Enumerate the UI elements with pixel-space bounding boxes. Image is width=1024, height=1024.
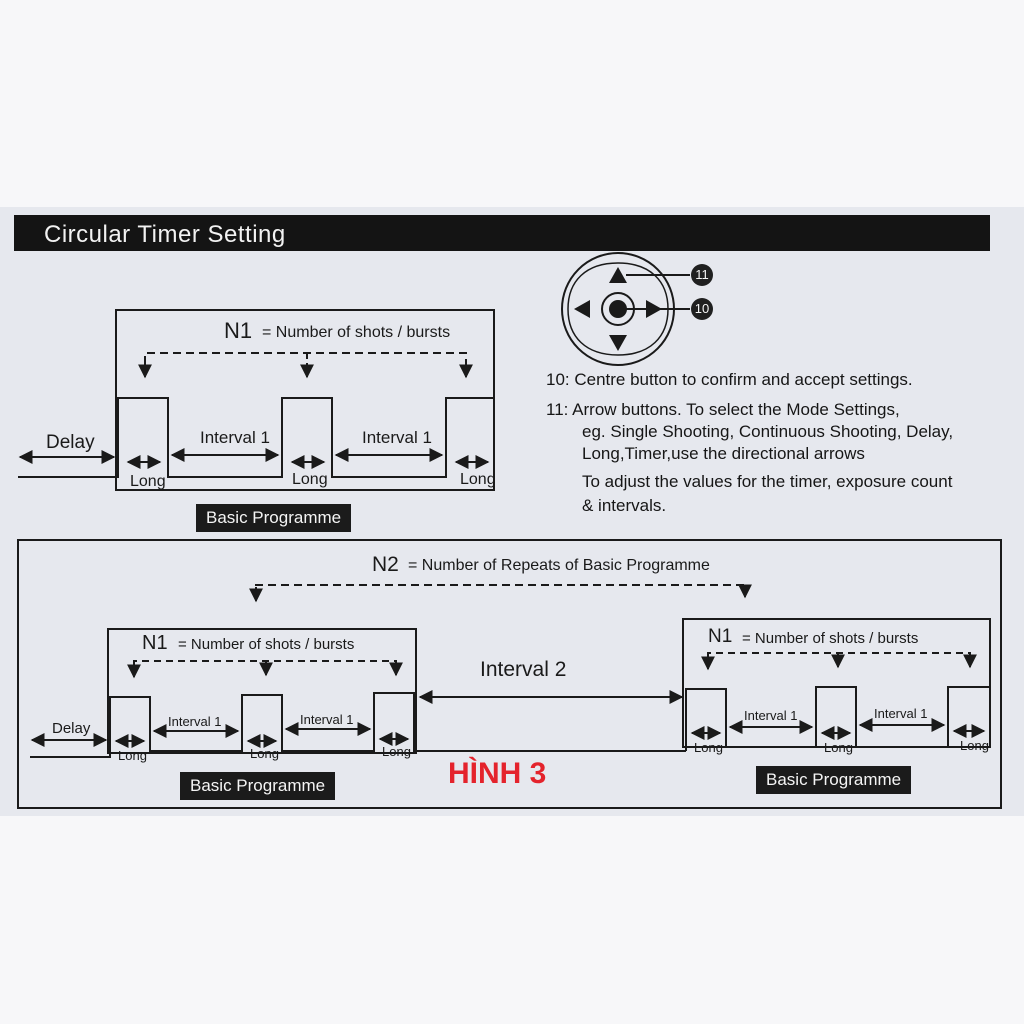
note-11-line3: Long,Timer,use the directional arrows	[582, 444, 865, 463]
interval-1-label: Interval 1	[744, 708, 798, 723]
note-10: 10: Centre button to confirm and accept settings.	[546, 370, 913, 389]
basic-programme-label: Basic Programme	[196, 504, 351, 532]
n2-description: = Number of Repeats of Basic Programme	[408, 557, 710, 574]
n1-description: = Number of shots / bursts	[178, 636, 355, 653]
section-header	[14, 215, 990, 251]
long-label: Long	[130, 473, 166, 490]
basic-programme-label: Basic Programme	[180, 772, 335, 800]
note-11-line4: To adjust the values for the timer, exposure count	[582, 472, 953, 491]
long-label: Long	[250, 746, 279, 761]
section-title: Circular Timer Setting	[44, 221, 286, 248]
interval-1-label: Interval 1	[300, 712, 354, 727]
label-10-badge: 10	[691, 298, 713, 320]
long-label: Long	[460, 471, 496, 488]
n1-symbol: N1	[708, 626, 733, 647]
interval-1-label: Interval 1	[874, 706, 928, 721]
interval-1-label: Interval 1	[362, 428, 432, 447]
long-label: Long	[824, 740, 853, 755]
figure-label: HÌNH 3	[448, 757, 547, 790]
long-label: Long	[960, 738, 989, 753]
n1-description: = Number of shots / bursts	[262, 324, 451, 341]
timing-diagram-lines	[0, 207, 1024, 816]
note-11-line5: & intervals.	[582, 496, 667, 515]
delay-label: Delay	[46, 432, 95, 453]
interval-1-label: Interval 1	[168, 714, 222, 729]
note-11-line2: eg. Single Shooting, Continuous Shooting, Delay,	[582, 422, 954, 441]
control-pad	[562, 253, 690, 365]
long-label: Long	[292, 471, 328, 488]
n1-symbol: N1	[142, 632, 168, 654]
n1-symbol: N1	[224, 318, 253, 343]
label-11-badge: 11	[691, 264, 713, 286]
long-label: Long	[118, 748, 147, 763]
manual-page	[0, 207, 1024, 816]
long-label: Long	[694, 740, 723, 755]
basic-programme-label: Basic Programme	[756, 766, 911, 794]
note-11-line1: 11: Arrow buttons. To select the Mode Settings,	[546, 400, 900, 419]
interval-1-label: Interval 1	[200, 428, 270, 447]
long-label: Long	[382, 744, 411, 759]
interval-2-label: Interval 2	[480, 658, 567, 681]
delay-label: Delay	[52, 720, 91, 737]
n2-symbol: N2	[372, 553, 399, 576]
n1-description: = Number of shots / bursts	[742, 630, 919, 647]
